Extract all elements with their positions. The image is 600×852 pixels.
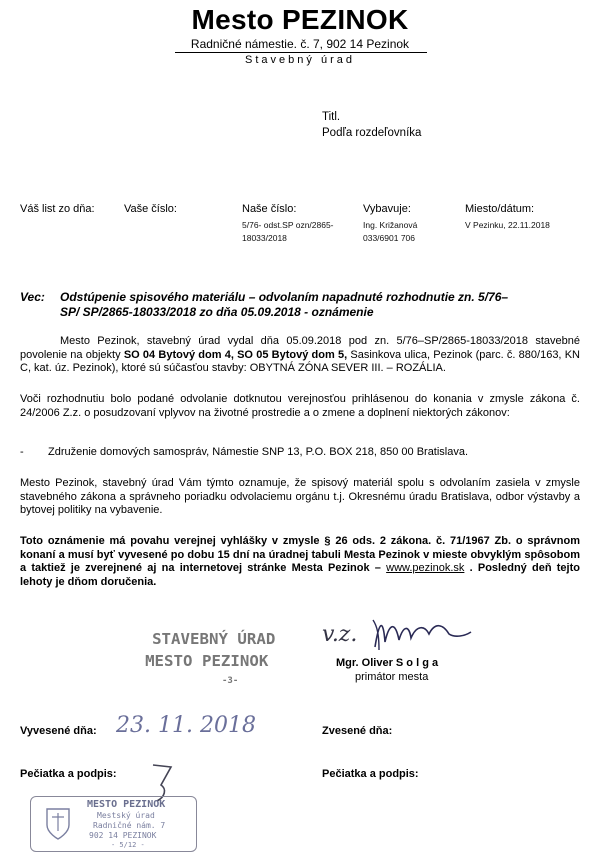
paragraph-text: Sasinkova ulica, Pezinok (parc. č. 880/163, KN C, kat. úz. Pezinok), ktoré sú súčasťou stavby: OBYTNÁ ZÓNA SEVER III. – ROZÁLIA. xyxy=(20,348,580,374)
round-stamp-line-1: MESTO PEZINOK xyxy=(87,799,166,810)
municipal-round-stamp xyxy=(30,796,197,852)
coat-of-arms-icon xyxy=(45,807,71,841)
office-address: Radničné námestie. č. 7, 902 14 Pezinok xyxy=(190,37,410,51)
office-stamp-number: -3- xyxy=(222,676,239,686)
paragraph-building-permit xyxy=(20,335,580,376)
subject-label: Vec: xyxy=(20,290,45,304)
our-number-value-2: 18033/2018 xyxy=(242,233,287,243)
removed-date-label: Zvesené dňa: xyxy=(322,725,393,737)
handwritten-initials: v.z. xyxy=(322,622,358,647)
paragraph-appeal: Voči rozhodnutiu bolo podané odvolanie dotknutou verejnosťou prihlásenou do konania v zmysle zákona č. 24/2006 Z.z. o posudzovaní vplyvov na životné prostredie a o zmene a doplnení niektorých zákonov: xyxy=(20,393,580,419)
place-date-label: Miesto/dátum: xyxy=(465,203,535,215)
paragraph-bold-objects: SO 04 Bytový dom 4, SO 05 Bytový dom 5, xyxy=(123,348,348,361)
office-stamp-line-1: STAVEBNÝ ÚRAD xyxy=(152,630,276,648)
website-link[interactable]: www.pezinok.sk xyxy=(386,562,465,574)
office-stamp-line-2: MESTO PEZINOK xyxy=(145,652,269,670)
document-title: Mesto PEZINOK xyxy=(191,4,409,35)
your-number-label: Vaše číslo: xyxy=(124,203,177,215)
bullet-dash: - xyxy=(20,446,24,458)
header-divider xyxy=(175,52,427,53)
bullet-item: Združenie domových samospráv, Námestie SNP 13, P.O. BOX 218, 850 00 Bratislava. xyxy=(48,446,469,458)
paragraph-text: Mesto Pezinok, stavebný úrad vydal dňa 05.09.2018 pod zn. 5/76–SP/2865-18033/2018 stavebné povolenie na objekty xyxy=(20,335,580,361)
posted-date-handwritten: 23. 11. 2018 xyxy=(116,713,256,738)
posted-date-label: Vyvesené dňa: xyxy=(20,725,97,737)
subject xyxy=(20,290,585,320)
round-stamp-line-2: Mestský úrad xyxy=(97,811,155,820)
round-stamp-line-5: - 5/12 - xyxy=(111,841,145,849)
recipient-line-1: Titl. xyxy=(322,111,341,123)
paragraph-text: . Posledný deň tejto lehoty je dňom doručenia. xyxy=(20,562,580,588)
signatory-name: Mgr. Oliver S o l g a xyxy=(336,657,439,669)
paragraph-text: Toto oznámenie má povahu verejnej vyhlášky v zmysle § 26 ods. 2 zákona. č. 71/1967 Zb. o správnom konaní a musí byť vyvesené po dobu 15 dní na úradnej tabuli Mesta Pezinok v mieste obvyklým spôsobom a taktiež je zverejnené aj na internetovej stránke Mesta Pezinok – xyxy=(20,535,580,574)
your-letter-label: Váš list zo dňa: xyxy=(20,203,95,215)
handled-by-label: Vybavuje: xyxy=(363,203,411,215)
stamp-signature-label-left: Pečiatka a podpis: xyxy=(20,768,117,780)
paragraph-public-notice xyxy=(20,535,580,589)
paragraph-referral: Mesto Pezinok, stavebný úrad Vám týmto oznamuje, že spisový materiál spolu s odvolaním zasiela v zmysle stavebného zákona a správneho poriadku odvolaciemu orgánu t.j. Okresnému úradu Bratislava, odbor výstavby a bytovej politiky na vybavenie. xyxy=(20,477,580,516)
stamp-signature-label-right: Pečiatka a podpis: xyxy=(322,768,419,780)
department-name: Stavebný úrad xyxy=(245,54,355,66)
place-date-value: V Pezinku, 22.11.2018 xyxy=(465,220,550,230)
our-number-label: Naše číslo: xyxy=(242,203,297,215)
our-number-value-1: 5/76- odst.SP ozn/2865- xyxy=(242,220,334,230)
subject-line-2: SP/ SP/2865-18033/2018 zo dňa 05.09.2018 - oznámenie xyxy=(60,305,374,319)
handled-by-name: Ing. Križanová xyxy=(363,220,418,230)
recipient-line-2: Podľa rozdeľovníka xyxy=(322,127,422,139)
round-stamp-line-4: 902 14 PEZINOK xyxy=(89,831,157,840)
round-stamp-line-3: Radničné nám. 7 xyxy=(93,821,166,830)
signatory-title: primátor mesta xyxy=(355,671,429,683)
subject-line-1: Odstúpenie spisového materiálu – odvolaním napadnuté rozhodnutie zn. 5/76– xyxy=(60,290,509,304)
signature-scribble xyxy=(365,612,475,657)
handled-by-phone: 033/6901 706 xyxy=(363,233,415,243)
